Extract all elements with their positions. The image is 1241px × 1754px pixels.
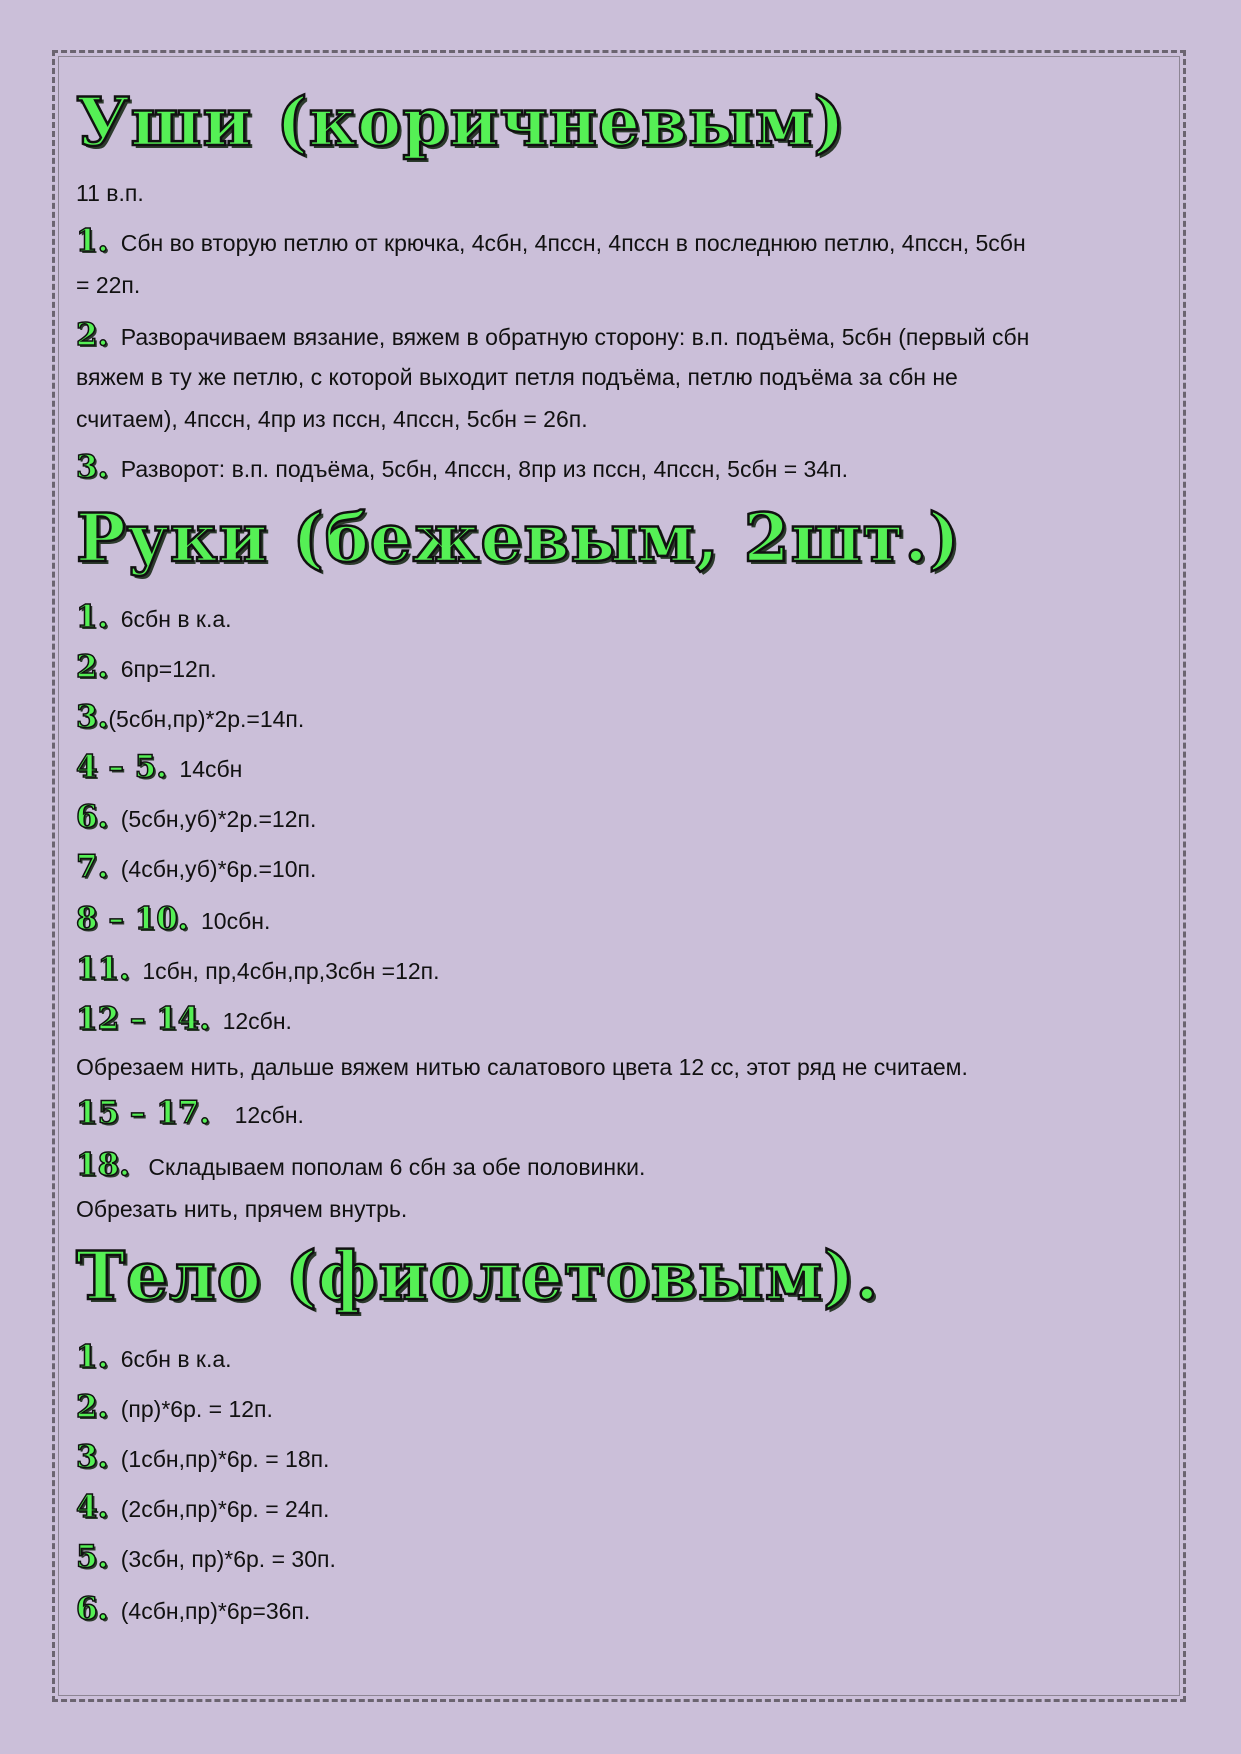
arms-row-6 <box>76 796 1176 840</box>
arms-row-4-5 <box>76 746 1176 790</box>
row-text: Разворот: в.п. подъёма, 5сбн, 4пссн, 8пр из пссн, 4пссн, 5сбн = 34п. <box>120 456 848 482</box>
row-number: 3. <box>76 449 109 485</box>
arms-row-8-10 <box>76 898 1176 942</box>
row-number: 1. <box>76 599 109 635</box>
row-text: (2сбн,пр)*6р. = 24п. <box>120 1496 330 1522</box>
ears-row-1 <box>76 220 1176 264</box>
heading-ears: Уши (коричневым) <box>76 83 846 161</box>
arms-row-1 <box>76 596 1176 640</box>
row-text: (3сбн, пр)*6р. = 30п. <box>120 1546 336 1572</box>
row-number: 12 – 14. <box>76 1001 211 1037</box>
ears-row-2-cont1: вяжем в ту же петлю, с которой выходит петля подъёма, петлю подъёма за сбн не <box>76 364 958 390</box>
row-number: 7. <box>76 849 109 885</box>
body-row-4 <box>76 1486 1176 1530</box>
row-number: 3. <box>76 699 109 735</box>
body-row-6 <box>76 1588 1176 1632</box>
row-number: 15 – 17. <box>76 1095 211 1131</box>
body-row-3 <box>76 1436 1176 1480</box>
ears-row-1-cont: = 22п. <box>76 272 141 298</box>
row-text: (5сбн,уб)*2р.=12п. <box>120 806 317 832</box>
arms-row-2 <box>76 646 1176 690</box>
row-text: Складываем пополам 6 сбн за обе половинки. <box>148 1154 646 1180</box>
heading-body: Тело (фиолетовым). <box>76 1237 880 1315</box>
row-text: Сбн во вторую петлю от крючка, 4сбн, 4пссн, 4пссн в последнюю петлю, 4пссн, 5сбн <box>120 230 1026 256</box>
arms-row-7 <box>76 846 1176 890</box>
row-text: 12сбн. <box>234 1102 304 1128</box>
body-row-5 <box>76 1536 1176 1580</box>
row-text: (4сбн,пр)*6р=36п. <box>120 1598 311 1624</box>
arms-row-11 <box>76 948 1176 992</box>
row-text: (4сбн,уб)*6р.=10п. <box>120 856 317 882</box>
row-number: 2. <box>76 1389 109 1425</box>
ears-row-3 <box>76 446 1176 490</box>
row-text: (пр)*6р. = 12п. <box>120 1396 273 1422</box>
arms-note-1: Обрезаем нить, дальше вяжем нитью салатового цвета 12 сс, этот ряд не считаем. <box>76 1054 968 1080</box>
row-text: Разворачиваем вязание, вяжем в обратную сторону: в.п. подъёма, 5сбн (первый сбн <box>120 324 1030 350</box>
ears-start: 11 в.п. <box>76 180 144 206</box>
row-text: 1сбн, пр,4сбн,пр,3сбн =12п. <box>142 958 440 984</box>
row-number: 6. <box>76 799 109 835</box>
row-text: 6сбн в к.а. <box>120 1346 232 1372</box>
body-row-2 <box>76 1386 1176 1430</box>
row-number: 2. <box>76 649 109 685</box>
row-number: 6. <box>76 1591 109 1627</box>
row-number: 18. <box>76 1147 130 1183</box>
ears-row-2-cont2: считаем), 4пссн, 4пр из пссн, 4пссн, 5сбн = 26п. <box>76 406 588 432</box>
row-number: 3. <box>76 1439 109 1475</box>
row-number: 1. <box>76 1339 109 1375</box>
row-text: 12сбн. <box>222 1008 292 1034</box>
row-number: 1. <box>76 223 109 259</box>
row-text: 14сбн <box>179 756 243 782</box>
row-number: 2. <box>76 317 109 353</box>
row-number: 11. <box>76 951 130 987</box>
row-text: 6сбн в к.а. <box>120 606 232 632</box>
arms-row-18 <box>76 1144 1176 1188</box>
row-number: 4. <box>76 1489 109 1525</box>
row-number: 4 – 5. <box>76 749 168 785</box>
row-text: 10сбн. <box>200 908 271 934</box>
ears-row-2 <box>76 314 1176 358</box>
body-row-1 <box>76 1336 1176 1380</box>
arms-row-12-14 <box>76 998 1176 1042</box>
row-number: 8 – 10. <box>76 901 189 937</box>
row-text: 6пр=12п. <box>120 656 217 682</box>
arms-row-15-17 <box>76 1092 1176 1136</box>
arms-note-2: Обрезать нить, прячем внутрь. <box>76 1196 408 1222</box>
row-number: 5. <box>76 1539 109 1575</box>
row-text: (1сбн,пр)*6р. = 18п. <box>120 1446 330 1472</box>
heading-arms: Руки (бежевым, 2шт.) <box>76 499 961 577</box>
arms-row-3 <box>76 696 1176 740</box>
row-text: (5сбн,пр)*2р.=14п. <box>108 706 305 732</box>
